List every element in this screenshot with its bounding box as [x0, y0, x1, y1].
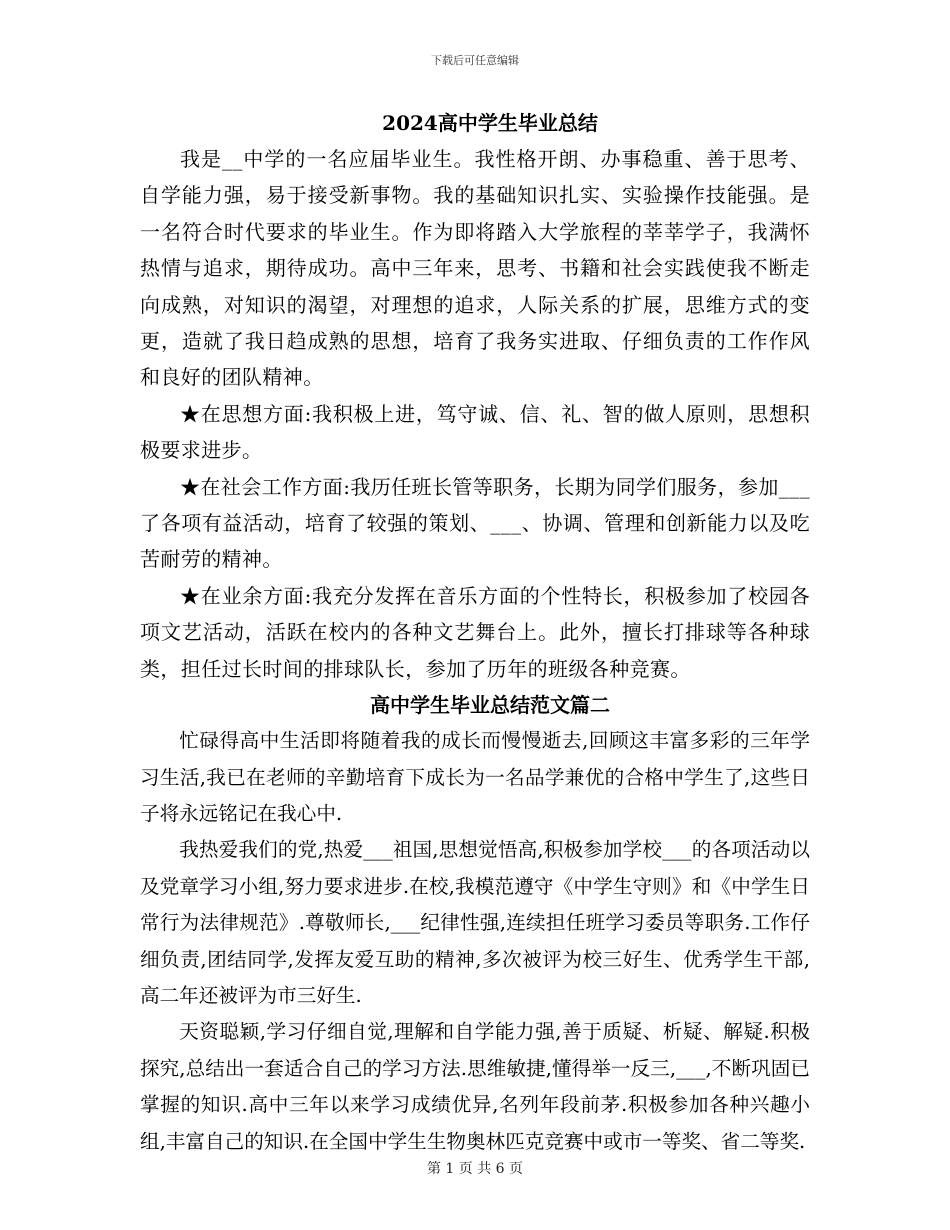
page-number-footer: 第 1 页 共 6 页: [426, 1161, 524, 1177]
spare-time-paragraph: ★在业余方面:我充分发挥在音乐方面的个性特长，积极参加了校园各项文艺活动，活跃在校内的各种文艺舞台上。此外，擅长打排球等各种球类，担任过长时间的排球队长，参加了历年的班级各种竞赛。: [140, 583, 810, 681]
intro-paragraph: 我是__中学的一名应届毕业生。我性格开朗、办事稳重、善于思考、自学能力强，易于接受新事物。我的基础知识扎实、实验操作技能强。是一名符合时代要求的毕业生。作为即将踏入大学旅程的莘莘学子，我满怀热情与追求，期待成功。高中三年来，思考、书籍和社会实践使我不断走向成熟，对知识的渴望，对理想的追求，人际关系的扩展，思维方式的变更，造就了我日趋成熟的思想，培育了我务实进取、仔细负责的工作作风和良好的团队精神。: [140, 147, 810, 390]
social-work-paragraph: ★在社会工作方面:我历任班长管等职务，长期为同学们服务，参加___了各项有益活动，培育了较强的策划、___、协调、管理和创新能力以及吃苦耐劳的精神。: [140, 474, 810, 572]
section-two-paragraph-2: 我热爱我们的党,热爱___祖国,思想觉悟高,积极参加学校___的各项活动以及党章学习小组,努力要求进步.在校,我模范遵守《中学生守则》和《中学生日常行为法律规范》.尊敬师长,___纪律性强,连续担任班学习委员等职务.工作仔细负责,团结同学,发挥友爱互助的精神,多次被评为校三好生、优秀学生干部,高二年还被评为市三好生.: [140, 838, 810, 1007]
header-note: 下载后可任意编辑: [431, 54, 519, 67]
document-body: [140, 105, 810, 1160]
thought-paragraph: ★在思想方面:我积极上进，笃守诚、信、礼、智的做人原则，思想积极要求进步。: [140, 401, 810, 463]
section-two-paragraph-3: 天资聪颖,学习仔细自觉,理解和自学能力强,善于质疑、析疑、解疑.积极探究,总结出一套适合自己的学习方法.思维敏捷,懂得举一反三,___,不断巩固已掌握的知识.高中三年以来学习成绩优异,名列年段前茅.积极参加各种兴趣小组,丰富自己的知识.在全国中学生生物奥林匹克竞赛中或市一等奖、省二等奖.: [140, 1020, 810, 1153]
document-title: 2024高中学生毕业总结: [382, 111, 598, 135]
section-two-title: 高中学生毕业总结范文篇二: [370, 693, 610, 718]
section-two-paragraph-1: 忙碌得高中生活即将随着我的成长而慢慢逝去,回顾这丰富多彩的三年学习生活,我已在老师的辛勤培育下成长为一名品学兼优的合格中学生了,这些日子将永远铭记在我心中.: [140, 729, 810, 825]
